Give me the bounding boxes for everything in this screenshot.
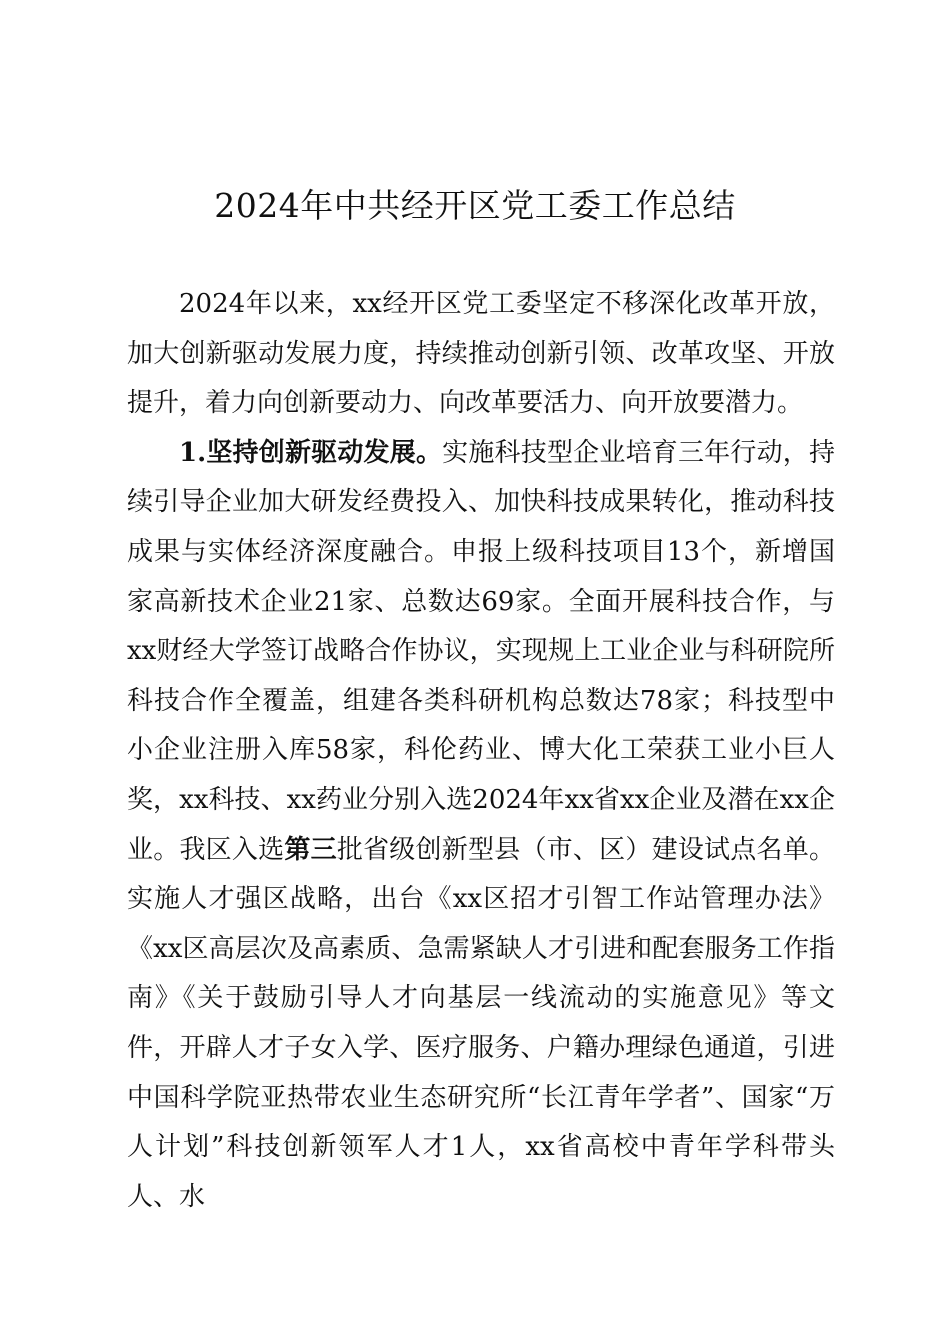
section-1-paragraph	[127, 429, 835, 1223]
section-1-text-part1: 实施科技型企业培育三年行动，持续引导企业加大研发经费投入、加快科技成果转化，推动科技成果与实体经济深度融合。申报上级科技项目13个，新增国家高新技术企业21家、总数达69家。全面开展科技合作，与xx财经大学签订战略合作协议，实现规上工业企业与科研院所科技合作全覆盖，组建各类科研机构总数达78家；科技型中小企业注册入库58家，科伦药业、博大化工荣获工业小巨人奖，xx科技、xx药业分别入选2024年xx省xx企业及潜在xx企业。我区入选	[127, 437, 835, 865]
section-1-text-part2: 批省级创新型县（市、区）建设试点名单。实施人才强区战略，出台《xx区招才引智工作站管理办法》《xx区高层次及高素质、急需紧缺人才引进和配套服务工作指南》《关于鼓励引导人才向基层一线流动的实施意见》等文件，开辟人才子女入学、医疗服务、户籍办理绿色通道，引进中国科学院亚热带农业生态研究所“长江青年学者”、国家“万人计划”科技创新领军人才1人，xx省高校中青年学科带头人、水	[127, 834, 835, 1212]
intro-paragraph: 2024年以来，xx经开区党工委坚定不移深化改革开放，加大创新驱动发展力度，持续推动创新引领、改革攻坚、开放提升，着力向创新要动力、向改革要活力、向开放要潜力。	[127, 289, 835, 419]
section-1-bold-word: 第三	[284, 834, 337, 865]
document-body	[127, 280, 835, 1222]
section-1-heading: 1.坚持创新驱动发展。	[179, 437, 443, 468]
document-title: 2024年中共经开区党工委工作总结	[214, 186, 736, 225]
